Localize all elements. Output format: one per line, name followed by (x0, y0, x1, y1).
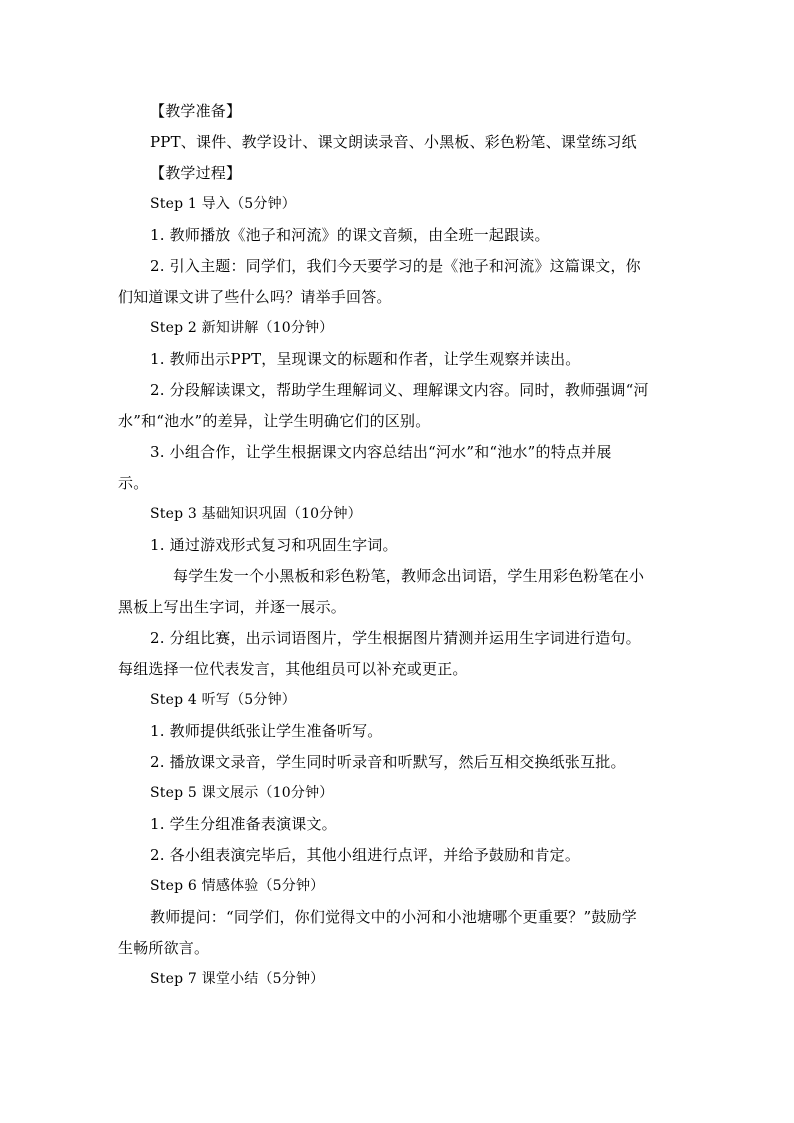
step-3-heading: Step 3 基础知识巩固（10分钟） (150, 506, 362, 522)
step-6-heading: Step 6 情感体验（5分钟） (150, 878, 325, 894)
step-1-item-2-line-2: 们知道课文讲了些什么吗？请举手回答。 (118, 288, 392, 306)
step-3-item-1: 1. 通过游戏形式复习和巩固生字词。 (150, 536, 398, 554)
step-5-item-1: 1. 学生分组准备表演课文。 (150, 815, 337, 833)
step-6-text-line-1: 教师提问：“同学们，你们觉得文中的小河和小池塘哪个更重要？”鼓励学 (150, 908, 637, 926)
step-4-heading: Step 4 听写（5分钟） (150, 692, 296, 708)
step-4-item-2: 2. 播放课文录音，学生同时听录音和听默写，然后互相交换纸张互批。 (150, 753, 626, 771)
document-body (118, 96, 678, 995)
step-3-item-1-detail-line-2: 黑板上写出生字词，并逐一展示。 (118, 598, 347, 616)
step-2-item-2-line-1: 2. 分段解读课文，帮助学生理解词义、理解课文内容。同时，教师强调“河 (150, 381, 649, 399)
step-2-item-1: 1. 教师出示PPT，呈现课文的标题和作者，让学生观察并读出。 (150, 350, 581, 368)
step-1-heading: Step 1 导入（5分钟） (150, 196, 296, 212)
step-2-item-3-line-1: 3. 小组合作，让学生根据课文内容总结出“河水”和“池水”的特点并展 (150, 443, 612, 461)
step-3-item-2-line-2: 每组选择一位代表发言，其他组员可以补充或更正。 (118, 660, 468, 678)
section-heading-preparation: 【教学准备】 (150, 102, 242, 120)
step-3-item-2-line-1: 2. 分组比赛，出示词语图片，学生根据图片猜测并运用生字词进行造句。 (150, 629, 641, 647)
step-1-item-2-line-1: 2. 引入主题：同学们，我们今天要学习的是《池子和河流》这篇课文，你 (150, 257, 641, 275)
step-5-heading: Step 5 课文展示（10分钟） (150, 785, 334, 801)
step-2-heading: Step 2 新知讲解（10分钟） (150, 320, 334, 336)
step-5-item-2: 2. 各小组表演完毕后，其他小组进行点评，并给予鼓励和肯定。 (150, 846, 581, 864)
step-1-item-1: 1. 教师播放《池子和河流》的课文音频，由全班一起跟读。 (150, 226, 550, 244)
step-2-item-2-line-2: 水”和“池水”的差异，让学生明确它们的区别。 (118, 412, 431, 430)
step-4-item-1: 1. 教师提供纸张让学生准备听写。 (150, 722, 383, 740)
step-6-text-line-2: 生畅所欲言。 (118, 939, 210, 957)
step-2-item-3-line-2: 示。 (118, 474, 149, 492)
step-7-heading: Step 7 课堂小结（5分钟） (150, 971, 325, 987)
materials-list: PPT、课件、教学设计、课文朗读录音、小黑板、彩色粉笔、课堂练习纸 (150, 133, 637, 151)
section-heading-process: 【教学过程】 (150, 164, 242, 182)
step-3-item-1-detail-line-1: 每学生发一个小黑板和彩色粉笔，教师念出词语，学生用彩色粉笔在小 (173, 567, 645, 585)
